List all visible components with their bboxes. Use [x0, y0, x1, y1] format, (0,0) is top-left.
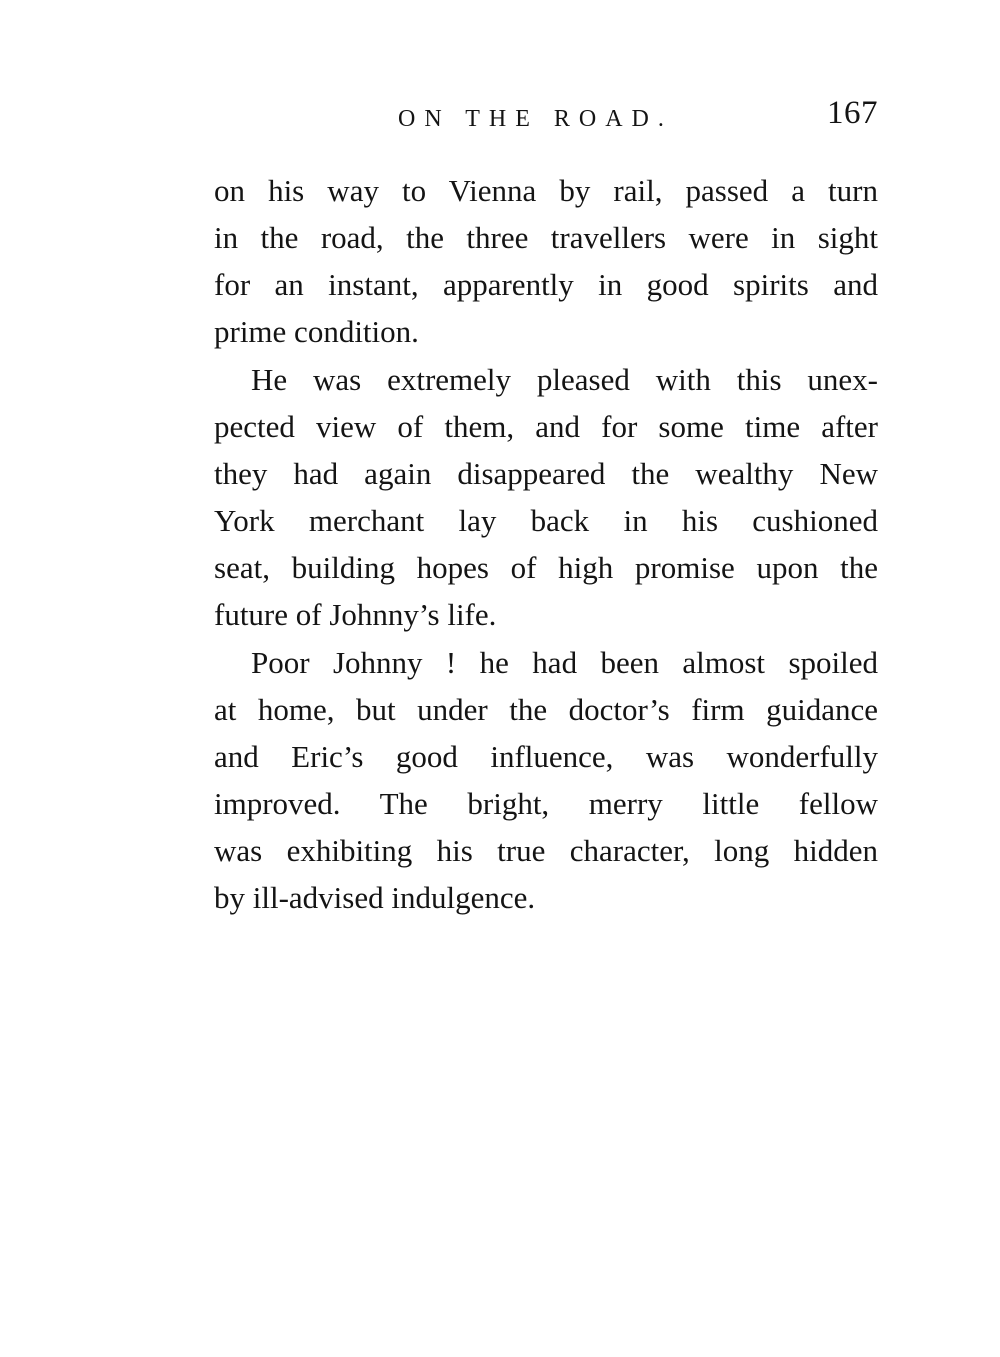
paragraph-1 [214, 167, 878, 355]
text-line: York merchant lay back in his cushioned [214, 503, 878, 538]
paragraph-2 [214, 356, 878, 638]
running-header [214, 92, 878, 144]
text-line: seat, building hopes of high promise upon the [214, 550, 878, 585]
page-number: 167 [827, 95, 878, 131]
text-line: improved. The bright, merry little fellow [214, 786, 878, 821]
text-line: future of Johnny’s life. [214, 597, 497, 632]
paragraph-3 [214, 639, 878, 921]
text-line: for an instant, apparently in good spirits and [214, 267, 878, 302]
text-line: they had again disappeared the wealthy New [214, 456, 878, 491]
text-line: was exhibiting his true character, long hidden [214, 833, 878, 868]
text-line: by ill-advised indulgence. [214, 880, 536, 915]
body-text [214, 167, 878, 921]
text-line: pected view of them, and for some time after [214, 409, 878, 444]
text-line: in the road, the three travellers were in sight [214, 220, 878, 255]
text-line: and Eric’s good influence, was wonderfully [214, 739, 878, 774]
running-title: ON THE ROAD. [398, 106, 673, 132]
text-line: He was extremely pleased with this unex- [251, 362, 878, 397]
text-line: on his way to Vienna by rail, passed a turn [214, 173, 878, 208]
text-line: prime condition. [214, 314, 419, 349]
text-line: at home, but under the doctor’s firm guidance [214, 692, 878, 727]
text-line: Poor Johnny ! he had been almost spoiled [251, 645, 878, 680]
